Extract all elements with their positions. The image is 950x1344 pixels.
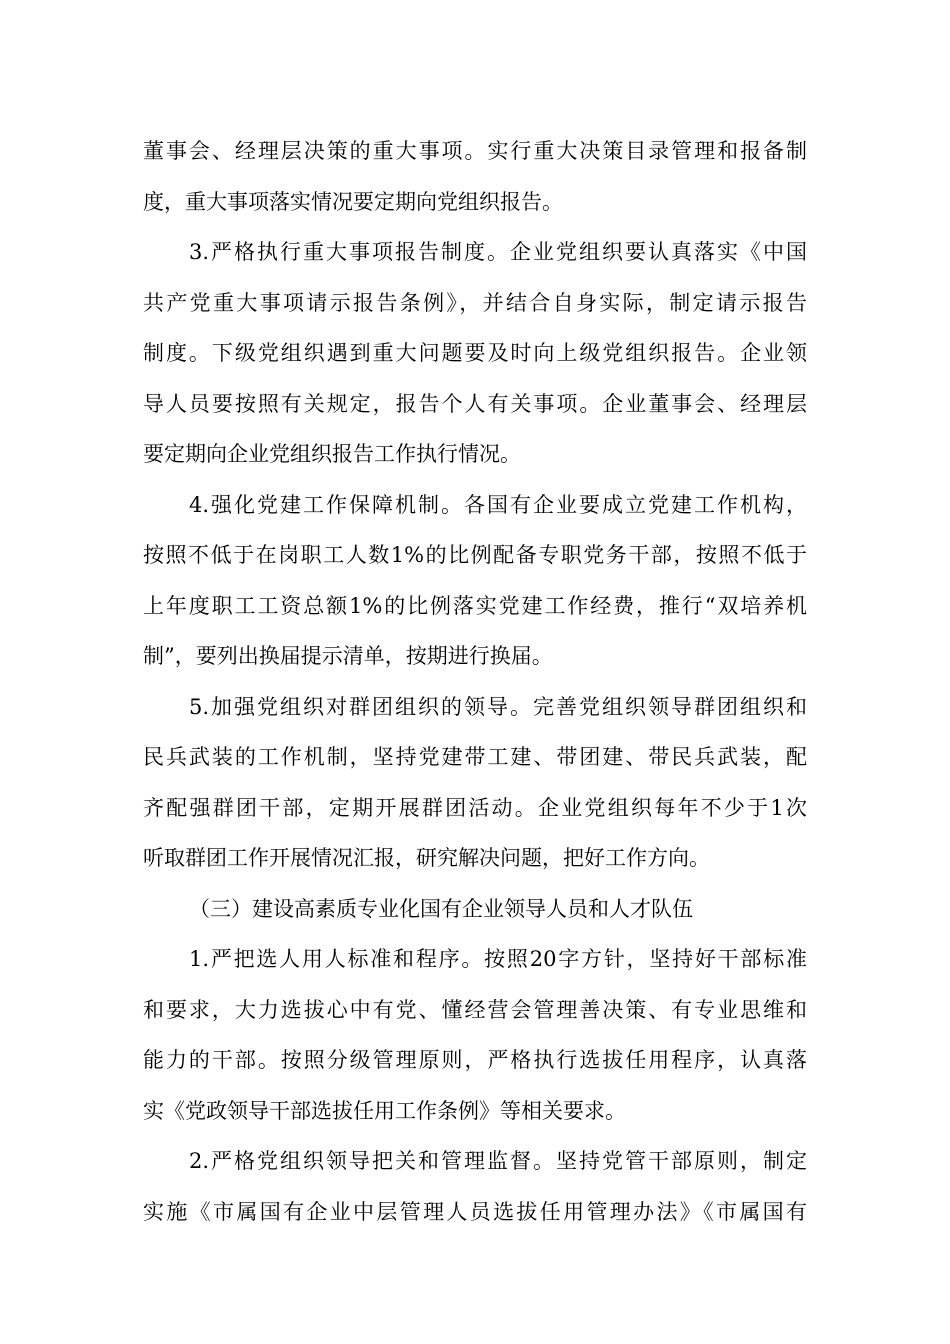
paragraph-start-line: 1.严把选人用人标准和程序。按照20字方针，坚持好干部标准 [189,947,807,971]
body-line: 导人员要按照有关规定，报告个人有关事项。企业董事会、经理层 [143,391,807,416]
body-line: 能力的干部。按照分级管理原则，严格执行选拔任用程序，认真落 [143,1048,807,1072]
body-line: 要定期向企业党组织报告工作执行情况。 [143,442,521,466]
body-line: 共产党重大事项请示报告条例》，并结合自身实际，制定请示报告 [143,290,807,315]
paragraph-start-line: 4.强化党建工作保障机制。各国有企业要成立党建工作机构， [189,492,807,517]
body-line: 齐配强群团干部，定期开展群团活动。企业党组织每年不少于1次 [143,795,807,820]
body-line: 和要求，大力选拔心中有党、懂经营会管理善决策、有专业思维和 [143,997,807,1022]
body-line: 上年度职工工资总额1%的比例落实党建工作经费，推行“双培养机 [143,593,807,618]
body-line: 度，重大事项落实情况要定期向党组织报告。 [143,189,563,214]
body-line: 实施《市属国有企业中层管理人员选拔任用管理办法》《市属国有 [143,1199,807,1224]
document-body [143,126,807,1237]
section-heading: （三）建设高素质专业化国有企业领导人员和人才队伍 [189,896,693,921]
body-line: 制度。下级党组织遇到重大问题要及时向上级党组织报告。企业领 [143,341,807,365]
body-line: 民兵武装的工作机制，坚持党建带工建、带团建、带民兵武装，配 [143,745,807,769]
body-line: 实《党政领导干部选拔任用工作条例》等相关要求。 [143,1098,626,1123]
paragraph-start-line: 5.加强党组织对群团组织的领导。完善党组织领导群团组织和 [189,694,807,719]
body-line: 按照不低于在岗职工人数1%的比例配备专职党务干部，按照不低于 [143,543,807,567]
paragraph-start-line: 3.严格执行重大事项报告制度。企业党组织要认真落实《中国 [189,240,807,264]
body-line: 董事会、经理层决策的重大事项。实行重大决策目录管理和报备制 [143,139,807,163]
body-line: 听取群团工作开展情况汇报，研究解决问题，把好工作方向。 [143,846,710,870]
paragraph-start-line: 2.严格党组织领导把关和管理监督。坚持党管干部原则，制定 [189,1149,807,1173]
body-line: 制”，要列出换届提示清单，按期进行换届。 [143,644,553,668]
